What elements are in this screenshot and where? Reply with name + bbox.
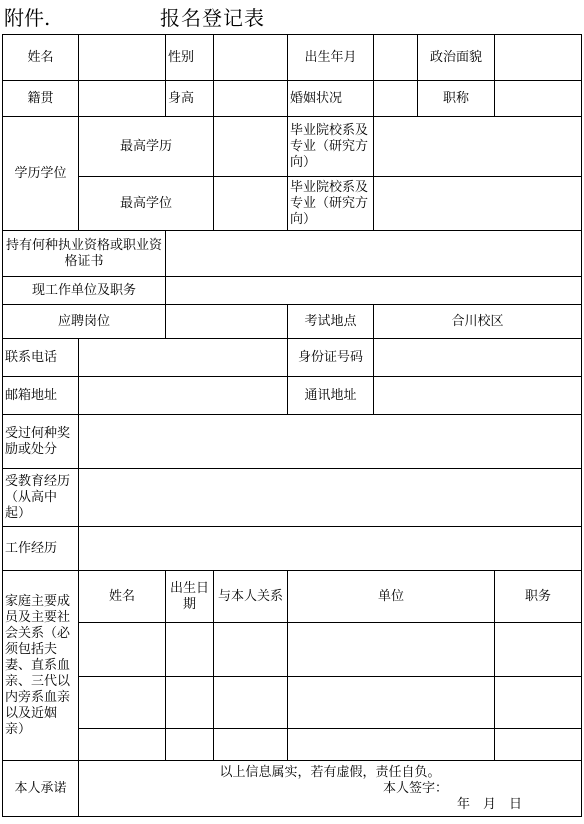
birth-field[interactable] xyxy=(374,35,418,81)
birth-label: 出生年月 xyxy=(288,35,374,81)
awards-field[interactable] xyxy=(79,415,582,469)
native-place-label: 籍贯 xyxy=(3,81,79,117)
height-label: 身高 xyxy=(166,81,214,117)
family-unit-cell[interactable] xyxy=(288,677,495,729)
family-name-cell[interactable] xyxy=(79,623,166,677)
highest-degree-field[interactable] xyxy=(214,177,288,231)
family-duty-cell[interactable] xyxy=(495,677,582,729)
family-col-birth: 出生日期 xyxy=(166,571,214,623)
form-title: 报名登记表 xyxy=(160,6,265,30)
school-major-field-1[interactable] xyxy=(374,117,582,177)
school-major-label-2: 毕业院校系及专业（研究方向） xyxy=(288,177,374,231)
registration-form-table xyxy=(2,34,582,817)
family-duty-cell[interactable] xyxy=(495,729,582,761)
family-col-unit: 单位 xyxy=(288,571,495,623)
name-label: 姓名 xyxy=(3,35,79,81)
form-header xyxy=(0,0,584,34)
marital-field[interactable] xyxy=(374,81,418,117)
family-birth-cell[interactable] xyxy=(166,729,214,761)
family-birth-cell[interactable] xyxy=(166,677,214,729)
family-name-cell[interactable] xyxy=(79,729,166,761)
family-unit-cell[interactable] xyxy=(288,623,495,677)
family-col-name: 姓名 xyxy=(79,571,166,623)
family-label: 家庭主要成员及主要社会关系（必须包括夫妻、直系血亲、三代以内旁系血亲以及近姻亲） xyxy=(3,571,79,761)
job-title-label: 职称 xyxy=(418,81,495,117)
id-number-label: 身份证号码 xyxy=(288,339,374,377)
pledge-cell xyxy=(79,761,582,817)
work-history-label: 工作经历 xyxy=(3,527,79,571)
current-job-field[interactable] xyxy=(166,277,582,305)
family-row xyxy=(3,729,582,761)
email-label: 邮箱地址 xyxy=(3,377,79,415)
family-birth-cell[interactable] xyxy=(166,623,214,677)
exam-site-label: 考试地点 xyxy=(288,305,374,339)
school-major-field-2[interactable] xyxy=(374,177,582,231)
family-duty-cell[interactable] xyxy=(495,623,582,677)
family-row xyxy=(3,677,582,729)
highest-edu-field[interactable] xyxy=(214,117,288,177)
marital-label: 婚姻状况 xyxy=(288,81,374,117)
political-field[interactable] xyxy=(495,35,582,81)
certificates-label: 持有何种执业资格或职业资格证书 xyxy=(3,231,166,277)
family-relation-cell[interactable] xyxy=(214,677,288,729)
pledge-statement: 以上信息属实，若有虚假，责任自负。 xyxy=(219,764,441,780)
work-history-field[interactable] xyxy=(79,527,582,571)
height-field[interactable] xyxy=(214,81,288,117)
family-unit-cell[interactable] xyxy=(288,729,495,761)
pledge-label: 本人承诺 xyxy=(3,761,79,817)
highest-edu-label: 最高学历 xyxy=(79,117,214,177)
family-col-relation: 与本人关系 xyxy=(214,571,288,623)
edu-history-field[interactable] xyxy=(79,469,582,527)
id-number-field[interactable] xyxy=(374,339,582,377)
pledge-signature[interactable]: 本人签字： xyxy=(383,780,449,796)
native-place-field[interactable] xyxy=(79,81,166,117)
certificates-field[interactable] xyxy=(166,231,582,277)
family-col-duty: 职务 xyxy=(495,571,582,623)
exam-site-value[interactable]: 合川校区 xyxy=(374,305,582,339)
phone-field[interactable] xyxy=(79,339,288,377)
family-row xyxy=(3,623,582,677)
family-name-cell[interactable] xyxy=(79,677,166,729)
education-label: 学历学位 xyxy=(3,117,79,231)
address-field[interactable] xyxy=(374,377,582,415)
name-field[interactable] xyxy=(79,35,166,81)
family-relation-cell[interactable] xyxy=(214,623,288,677)
position-field[interactable] xyxy=(166,305,288,339)
attachment-label: 附件. xyxy=(4,6,51,30)
address-label: 通讯地址 xyxy=(288,377,374,415)
email-field[interactable] xyxy=(79,377,288,415)
phone-label: 联系电话 xyxy=(3,339,79,377)
highest-degree-label: 最高学位 xyxy=(79,177,214,231)
edu-history-label: 受教育经历（从高中起） xyxy=(3,469,79,527)
gender-field[interactable] xyxy=(214,35,288,81)
school-major-label-1: 毕业院校系及专业（研究方向） xyxy=(288,117,374,177)
political-label: 政治面貌 xyxy=(418,35,495,81)
current-job-label: 现工作单位及职务 xyxy=(3,277,166,305)
position-label: 应聘岗位 xyxy=(3,305,166,339)
job-title-field[interactable] xyxy=(495,81,582,117)
family-relation-cell[interactable] xyxy=(214,729,288,761)
pledge-date[interactable]: 年 月 日 xyxy=(457,796,523,812)
awards-label: 受过何种奖励或处分 xyxy=(3,415,79,469)
gender-label: 性别 xyxy=(166,35,214,81)
